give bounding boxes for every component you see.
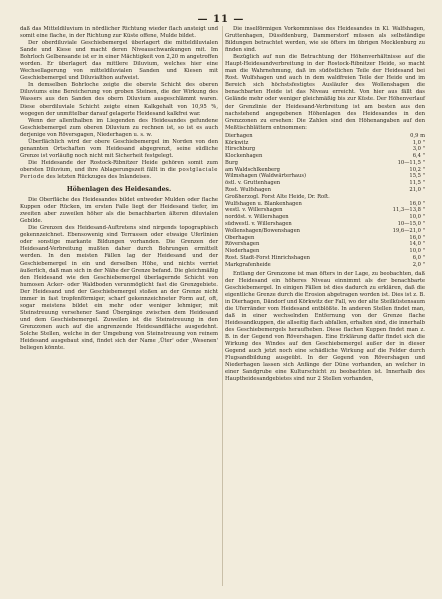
height-value: 2,0 " xyxy=(412,261,425,268)
paragraph xyxy=(20,160,218,181)
place-name: Wulfshagen u. Blankenhagen xyxy=(225,200,302,207)
height-value: 16,0 " xyxy=(409,234,425,241)
height-value: 6,4 " xyxy=(412,153,425,160)
place-name: Niederhagen xyxy=(225,248,260,255)
height-value: 6,0 " xyxy=(412,255,425,262)
place-name: südwestl. v. Willershagen xyxy=(225,221,292,228)
place-name: östl. v. Gruttenhagen xyxy=(225,180,281,187)
right-column xyxy=(225,26,425,383)
place-name: Markgrafenheide xyxy=(225,261,271,268)
height-value: 14,0 " xyxy=(409,241,425,248)
table-row xyxy=(225,262,425,269)
paragraph: Entlang der Grenzzone ist man öfters in der Lage, zu beobachten, daß der Heidesand ein höheres Niveau einnimmt als der benachbarte Geschiebemergel. In einigen Fällen ist dies dadurch zu erklären, daß die eigentliche Grenze durch die Erosion abgetragen worden ist. Dies ist z. B. in Dierhagen, Dändorf und Körkwitz der Fall, wo der alte Steilküstensaum die Uferränder vom Heidesand entblößte. In anderen Stellen findet man, daß in einer wechselnden Entfernung von der Grenze flache Heidesandkuppen, die allseitig flach abfallen, erhalten sind, die innerhalb des Geschiebemergels heraufheben. Diese flachen Kuppen findet man z. B. in der Gegend von Rövershagen. Eine Erklärung dafür findet sich die Wirkung des Windes auf den Geschiebemergel außer der in dieser Gegend auch jetzt noch eine schädliche Wirkung auf die Felder durch Flugsandbildung ausgeübt. In der Gegend von Rövershagen und Niederhagen lassen sich Anfänge der Düne vorhanden, an welcher in einer Sandgrube eine Kulturschicht zu beobachten ist. Innerhalb des Hauptheidesandgebietes sind nur 2 Stellen vorhanden, xyxy=(225,270,425,383)
page-number: — 11 — xyxy=(197,14,245,25)
place-name: am Waldschlkenberg xyxy=(225,166,280,173)
paragraph: Wenn der allenthalben im Liegenden des Heidesandes gefundene Geschiebemergel zum oberen Diluvium zu rechnen ist, so ist es auch derjenige von Röversgagen, Niederhagen u. s. w. xyxy=(20,117,218,138)
table-row xyxy=(225,201,425,208)
table-row xyxy=(225,173,425,180)
height-value: 10—11,5 " xyxy=(397,159,425,166)
place-name: Oberhagen xyxy=(225,234,255,241)
paragraph: Die inselförmigen Vorkommnisse des Heidesandes in Kl. Walfshagen, Gruttenhagen, Düssfdenburg, Dammerstorf müssen als selbständige Bildungen betrachtet werden, wie sie öfters im übrigen Mecklenburg zu finden sind. xyxy=(225,26,425,54)
height-value: 21,0 " xyxy=(409,187,425,194)
height-value: 3,0 " xyxy=(412,146,425,153)
place-name: Rövershagen xyxy=(225,241,260,248)
paragraph: In demselben Bohrloche zeigte die oberste Schicht des oberen Diluviums eine Bereicherung von groben Steinen, die der Wirkung des Wassers aus den Sanden des obern Diluvium ausgeschlämmt waren. Diese oberdiluviale Schicht zeigte einen Kalkgehalt von 10,95 %, wogegen der unmittelbar darauf gelagerte Heidesand kalkfrei war. xyxy=(20,82,218,117)
place-name: Rost. Stadt-Forst Hinrichshagen xyxy=(225,255,311,262)
height-value: 0,9 m xyxy=(410,132,425,139)
place-name: Wilmshagen (Waldwärterhaus) xyxy=(225,173,307,180)
paragraph: daß das Mitteldiluvium in nördlicher Richtung wieder flach ansteigt und somit eine flache, in der Richtung zur Küste offene, Mulde bildet. xyxy=(20,26,218,40)
table-row xyxy=(225,160,425,167)
height-value: 11,5 " xyxy=(409,180,425,187)
table-row xyxy=(225,214,425,221)
table-row xyxy=(225,180,425,187)
height-value: 11,3—13,8 " xyxy=(392,207,425,214)
paragraph: Überflächlich wird der obere Geschiebemergel im Norden von den genannten Ortschaften vom Heidesand abgegrenzt, seine südliche Grenze ist vorläufig noch nicht mit Sicherheit festgelegt. xyxy=(20,138,218,159)
left-column xyxy=(20,26,218,352)
height-value: 10—15,0 " xyxy=(397,221,425,228)
table-row xyxy=(225,207,425,214)
place-name: Rost. Wulfshagen xyxy=(225,187,271,194)
place-name: Klockenhagen xyxy=(225,153,263,160)
height-value: 16,0 " xyxy=(409,200,425,207)
section-heading: Höhenlagen des Heidesandes. xyxy=(66,186,172,194)
table-row xyxy=(225,153,425,160)
table-row xyxy=(225,241,425,248)
table-row xyxy=(225,221,425,228)
paragraph-text: des letzten Rückzuges des Inlandeises. xyxy=(44,173,152,180)
height-value xyxy=(385,194,425,201)
height-value: 19,6—21,0 " xyxy=(392,227,425,234)
table-row xyxy=(225,133,425,140)
place-name: Wollenshagen/Bowenshagen xyxy=(225,227,301,234)
place-name: Körkwitz xyxy=(225,139,249,146)
paragraph: Die Grenzen des Heidesand-Auftretens sind nirgends topographisch gekennzeichnet. Ebensowenig sind Terrassen oder etwaige Uferlinien oder sonstige markante Bildungen vorhanden. Die Grenzen der Heidesand-Verbreitung mußten daher durch Bohrungen ermittelt werden. In den meisten Fällen lag der Heidesand und der Geschiebemergel in ein und derselben Höhe, und nichts verriet äußerlich, daß man sich in der Nähe der Grenze befand. Die gleichmäßig den Heidesand wie den Geschiebemergel überlagernde Schicht von humosen Acker- oder Waldboden verunmöglicht fast die Grenzgebiete. Der Heidesand und der Geschiebemergel stoßen an der Grenze nicht immer in fast tropfenförmiger, scharf gekennzeichneter Form auf, oft, sogar meistens bildet ein mehr oder weniger lehmiger, mit Steinstreuung versehener Sand Übergänge zwischen dem Heidesand und dem Geschiebemergel. Zuweilen ist die Steinstreuung in den Grenzzonen auch auf die angrenzende Heidesandfläche ausgedehnt. Solche Stellen, welche in der Umgebung von Steinstreuung von reinem Heidesand ausgebaut sind, findet sich der Name ,Üter' oder ,Wesenen' beliegen könnte. xyxy=(20,225,218,352)
table-row xyxy=(225,248,425,255)
paragraph-text: Die Heidesande der Rostock-Ribnitzer Heide gehören somit zum obersten Diluvium, und ihre Ablagerungszeit fällt in die xyxy=(20,159,218,173)
place-name: Burg xyxy=(225,159,238,166)
paragraph: Der oberdiluviale Geschiebemergel überlagert die mitteldiluvialen Sande und Kiese und macht deren Niveauschwankungen mit. Im Bohrloch Gelbensande ist er in einer Mächtigkeit von 2,20 m angetroffen worden. Er überlagert das mittlere Diluvium, welches hier eine Wechsellagerung von mitteldiluvialen Sanden und Kiesen mit Geschiebemergel und Diluvialthon aufweist. xyxy=(20,40,218,82)
place-name: Großherzogl. Forst Alte Heide, Dr. Roſt. xyxy=(225,193,330,200)
emphasized-text: postglaciale Periode xyxy=(20,166,218,180)
table-row xyxy=(225,194,425,201)
table-row xyxy=(225,255,425,262)
table-row xyxy=(225,228,425,235)
height-value: 1,0 " xyxy=(412,139,425,146)
height-value: 10,0 " xyxy=(409,248,425,255)
place-name: Hirschburg xyxy=(225,146,256,153)
place-name: Dierhagen xyxy=(225,132,253,139)
place-name: nordöst. v. Willershagen xyxy=(225,214,289,221)
paragraph: Die Oberfläche des Heidesandes bildet entweder Mulden oder flache Kuppen oder Rücken, im ersten Falle liegt der Heidesand tiefer, im zweiten aber zuweilen höher als die benachbarten älteren diluvialen Gebilde. xyxy=(20,197,218,225)
table-row xyxy=(225,187,425,194)
heights-table xyxy=(225,133,425,269)
table-row xyxy=(225,167,425,174)
table-row xyxy=(225,146,425,153)
height-value: 15,5 " xyxy=(409,173,425,180)
paragraph: Bezüglich auf nun die Betrachtung der Höhenverhältnisse auf die Haupt-Heidesandverbreitung in der Rostock-Ribnitzer Heide, so macht man die Wahrnehmung, daß im südöstlichen Teile der Heidesand bei Rost. Wulfshagen und auch in dem waldfreien Teile der Heide und im Bereich sich höchstsfestigtes Ausläufer des Wollenshagen die benachbarten Heide ist das Niveau erreicht. Von hier aus fällt das Gelände mehr oder weniger gleichmäßig bis zur Küste. Der Höhenverlauf der Grenzlinie der Heidesand-Verbreitung ist am besten aus den nachstehend angegebenen Höhenlagen des Heidesandes in den Grenzzonen zu ersehen: Die Zahlen sind den Höhenangaben auf den Meßtischblättern entnommen: xyxy=(225,54,425,131)
column-divider xyxy=(222,26,223,586)
table-row xyxy=(225,235,425,242)
place-name: westl. v. Willershagen xyxy=(225,207,283,214)
height-value: 10,2 " xyxy=(409,166,425,173)
table-row xyxy=(225,140,425,147)
height-value: 10,0 " xyxy=(409,214,425,221)
